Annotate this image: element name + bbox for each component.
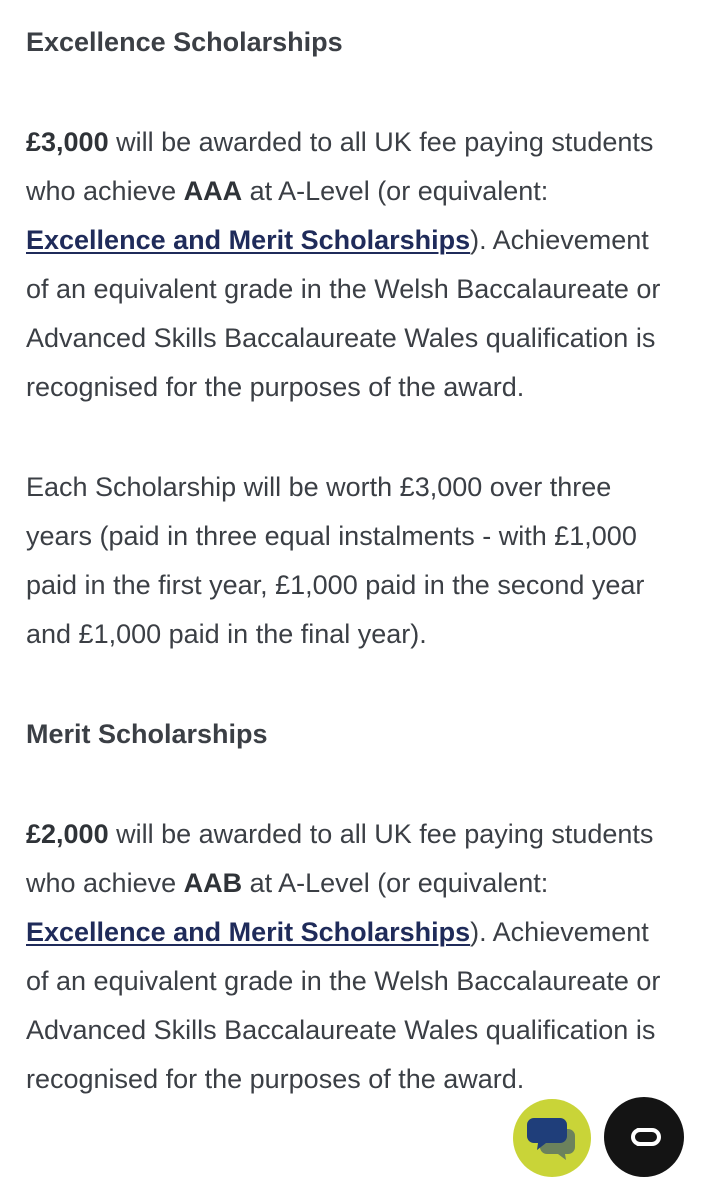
excellence-text-2: at A-Level (or equivalent:	[242, 176, 549, 206]
excellence-payment-paragraph: Each Scholarship will be worth £3,000 over three years (paid in three equal instalments - with £1,000 paid in the first year, £1,000 paid in the second year and £1,000 paid in the final year).	[26, 472, 645, 649]
merit-amount: £2,000	[26, 819, 109, 849]
section-heading-excellence: Excellence Scholarships	[26, 27, 343, 57]
chat-button[interactable]	[513, 1099, 591, 1177]
merit-eligibility-paragraph	[26, 810, 676, 1104]
chat-bubbles-icon	[526, 1115, 578, 1161]
merit-text-1: will be awarded to all UK fee paying students who achieve	[26, 819, 654, 898]
excellence-text-1: will be awarded to all UK fee paying students who achieve	[26, 127, 654, 206]
merit-text-2: at A-Level (or equivalent:	[242, 868, 549, 898]
excellence-merit-scholarships-link[interactable]: Excellence and Merit Scholarships	[26, 225, 471, 255]
excellence-text-3: ). Achievement of an equivalent grade in the Welsh Baccalaureate or Advanced Skills Baccalaureate Wales qualification is recognised for the purposes of the award.	[26, 225, 661, 402]
main-content	[26, 0, 676, 1104]
co-button[interactable]	[604, 1097, 684, 1177]
excellence-grade: AAA	[183, 176, 243, 206]
excellence-amount: £3,000	[26, 127, 109, 157]
merit-text-3: ). Achievement of an equivalent grade in the Welsh Baccalaureate or Advanced Skills Baccalaureate Wales qualification is recognised for the purposes of the award.	[26, 917, 661, 1094]
co-logo-icon	[622, 1124, 666, 1150]
excellence-merit-scholarships-link-2[interactable]: Excellence and Merit Scholarships	[26, 917, 471, 947]
section-heading-merit: Merit Scholarships	[26, 719, 268, 749]
excellence-eligibility-paragraph	[26, 118, 676, 412]
merit-grade: AAB	[183, 868, 243, 898]
